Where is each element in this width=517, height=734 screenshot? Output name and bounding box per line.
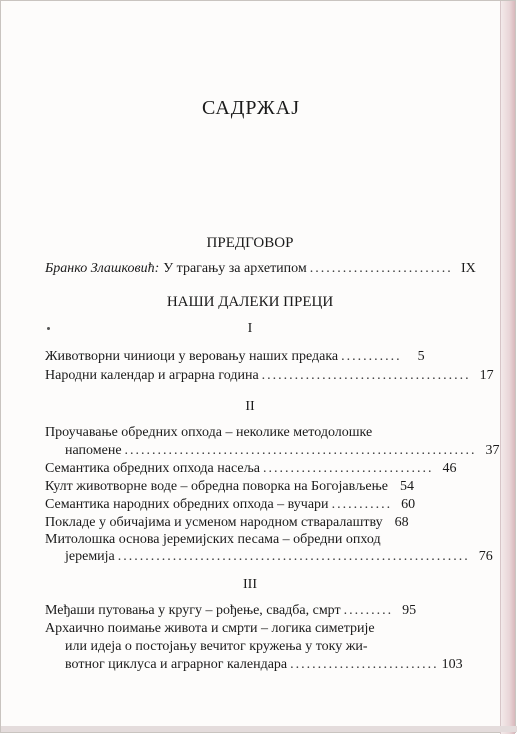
leader-dots: ........... bbox=[331, 497, 393, 512]
toc-entry[interactable] bbox=[45, 479, 414, 497]
page-number: 54 bbox=[399, 479, 414, 494]
leader-dots: ............................... bbox=[262, 461, 434, 476]
toc-entry-text: Народни календар и аграрна година bbox=[45, 368, 259, 383]
leader-dots: .......................... bbox=[309, 261, 453, 276]
toc-entry[interactable] bbox=[65, 443, 500, 461]
page-number: 60 bbox=[401, 497, 416, 512]
page-number: 17 bbox=[479, 368, 494, 383]
toc-entry-text: Семантика народних обредних опхода – вучари bbox=[45, 497, 329, 512]
toc-entry-text: јеремија bbox=[65, 549, 115, 564]
section-numeral-3: III bbox=[243, 577, 257, 592]
leader-dots: ........... bbox=[341, 349, 402, 364]
preface-title: У трагању за архетипом bbox=[163, 261, 307, 276]
page-number: 5 bbox=[417, 349, 425, 364]
page-number: IX bbox=[460, 261, 476, 276]
table-of-contents bbox=[1, 1, 517, 734]
toc-entry[interactable] bbox=[65, 549, 493, 567]
section-numeral-1: I bbox=[247, 321, 253, 336]
author-name: Бранко Злашковић: bbox=[45, 261, 160, 276]
page-title: САДРЖАЈ bbox=[202, 97, 300, 119]
page-number: 68 bbox=[394, 515, 409, 530]
toc-entry-text: вотног циклуса и аграрног календара bbox=[65, 657, 288, 672]
stray-mark bbox=[47, 327, 50, 330]
toc-entry[interactable] bbox=[45, 461, 457, 479]
toc-entry-text[interactable]: Митолошка основа јеремијских песама – обредни опход bbox=[45, 532, 381, 547]
toc-entry-text: Међаши путовања у кругу – рођење, свадба, смрт bbox=[45, 603, 341, 618]
toc-entry[interactable] bbox=[45, 497, 416, 515]
page-number: 103 bbox=[441, 657, 463, 672]
toc-entry[interactable] bbox=[45, 515, 409, 533]
leader-dots: ......... bbox=[343, 603, 394, 618]
toc-entry-text: Покладе у обичајима и усменом народном стваралаштву bbox=[45, 515, 383, 530]
toc-entry[interactable] bbox=[65, 657, 463, 675]
toc-entry-text: Култ животворне воде – обредна поворка на Богојављење bbox=[45, 479, 388, 494]
toc-entry-text bbox=[45, 261, 307, 277]
page-number: 37 bbox=[485, 443, 500, 458]
section-numeral-2: II bbox=[245, 399, 255, 414]
leader-dots: ................................................................ bbox=[117, 549, 470, 564]
toc-entry[interactable] bbox=[45, 368, 494, 386]
toc-entry-text[interactable]: Архаично поимање живота и смрти – логика симетрије bbox=[45, 621, 375, 636]
leader-dots: ................................................................ bbox=[124, 443, 477, 458]
leader-dots: ...................................... bbox=[261, 368, 471, 383]
toc-entry-text: Семантика обредних опхода насеља bbox=[45, 461, 260, 476]
toc-entry-text: напомене bbox=[65, 443, 122, 458]
page-number: 46 bbox=[442, 461, 457, 476]
toc-entry[interactable] bbox=[45, 603, 417, 621]
toc-entry[interactable] bbox=[45, 349, 425, 367]
page-number: 95 bbox=[402, 603, 417, 618]
leader-dots: ........................... bbox=[290, 657, 439, 672]
toc-entry-preface[interactable] bbox=[45, 261, 476, 279]
page-number: 76 bbox=[478, 549, 493, 564]
toc-entry-text[interactable]: или идеја о постојању вечитог кружења у току жи- bbox=[65, 639, 368, 654]
toc-entry-text: Животворни чиниоци у веровању наших предака bbox=[45, 349, 339, 364]
toc-entry-text[interactable]: Проучавање обредних опхода – неколике методолошке bbox=[45, 425, 373, 440]
preface-heading: ПРЕДГОВОР bbox=[206, 235, 294, 251]
part-heading: НАШИ ДАЛЕКИ ПРЕЦИ bbox=[166, 294, 334, 310]
